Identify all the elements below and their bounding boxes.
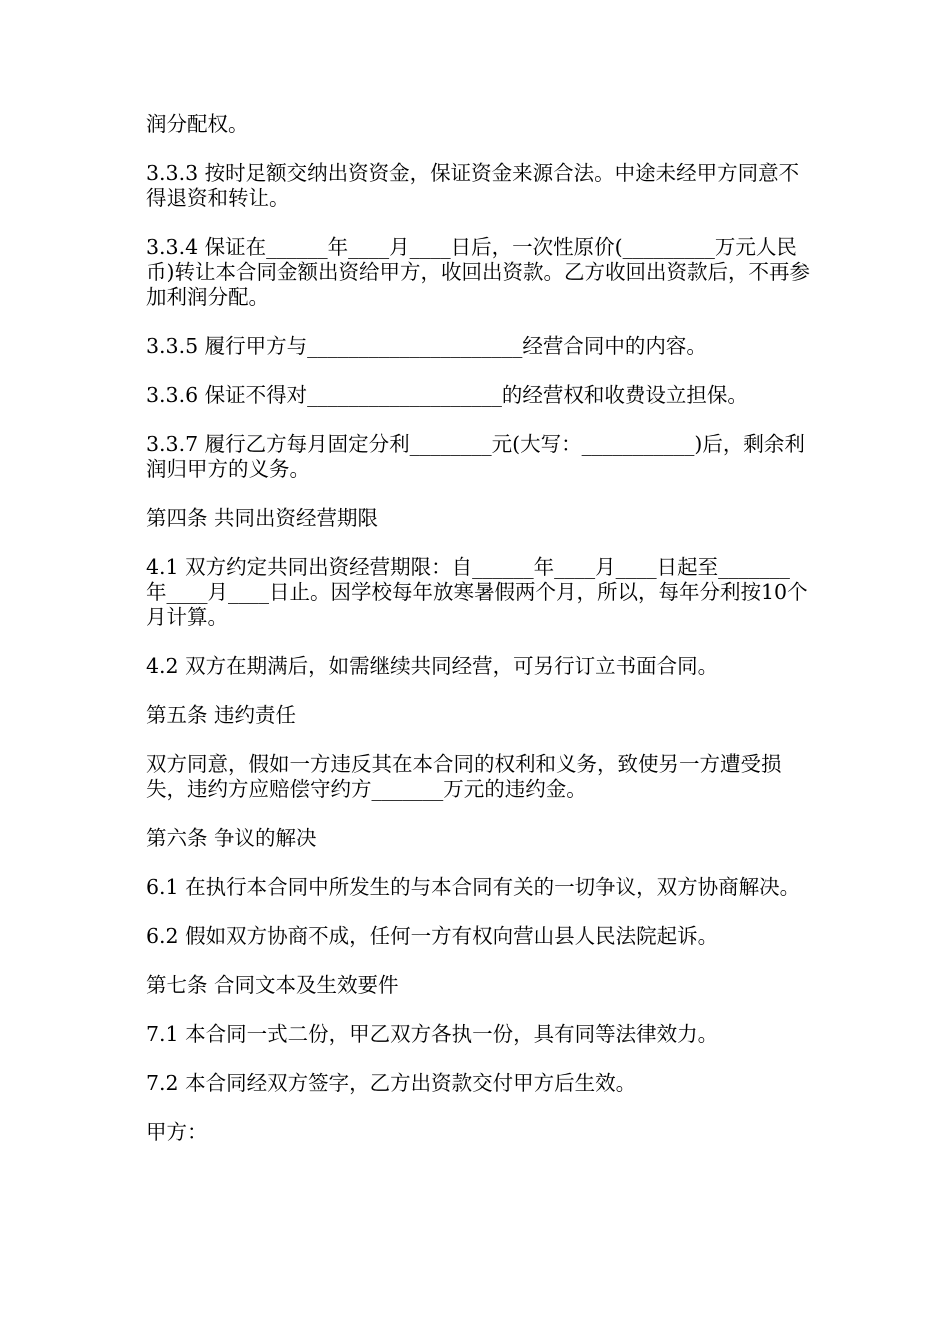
party-a-signature-label: 甲方： [146, 1120, 208, 1144]
clause-3-3-7: 3.3.7 履行乙方每月固定分利________元(大写：___________)后，剩余利润归甲方的义务。 [146, 432, 805, 481]
clause-3-3-4: 3.3.4 保证在______年____月____日后，一次性原价(_________万元人民币)转让本合同金额出资给甲方，收回出资款。乙方收回出资款后，不再参加利润分配。 [146, 235, 810, 309]
clause-4-2: 4.2 双方在期满后，如需继续共同经营，可另行订立书面合同。 [146, 654, 719, 678]
article-4-heading: 第四条 共同出资经营期限 [146, 506, 379, 530]
clause-6-1: 6.1 在执行本合同中所发生的与本合同有关的一切争议，双方协商解决。 [146, 875, 801, 899]
article-6-heading: 第六条 争议的解决 [146, 826, 317, 850]
document-page [146, 112, 810, 1169]
clause-3-3-3: 3.3.3 按时足额交纳出资资金，保证资金来源合法。中途未经甲方同意不得退资和转让。 [146, 161, 800, 210]
clause-continuation-profit-rights: 润分配权。 [146, 112, 249, 136]
clause-7-1: 7.1 本合同一式二份，甲乙双方各执一份，具有同等法律效力。 [146, 1022, 719, 1046]
clause-4-1: 4.1 双方约定共同出资经营期限：自______年____月____日起至_______年____月____日止。因学校每年放寒暑假两个月，所以，每年分利按10个月计算。 [146, 555, 808, 629]
article-5-body: 双方同意，假如一方违反其在本合同的权利和义务，致使另一方遭受损失，违约方应赔偿守约方_______万元的违约金。 [146, 752, 782, 801]
article-7-heading: 第七条 合同文本及生效要件 [146, 973, 399, 997]
article-5-heading: 第五条 违约责任 [146, 703, 297, 727]
clause-3-3-5: 3.3.5 履行甲方与_____________________经营合同中的内容。 [146, 334, 707, 358]
clause-7-2: 7.2 本合同经双方签字，乙方出资款交付甲方后生效。 [146, 1071, 637, 1095]
clause-3-3-6: 3.3.6 保证不得对___________________的经营权和收费设立担保。 [146, 383, 748, 407]
clause-6-2: 6.2 假如双方协商不成，任何一方有权向营山县人民法院起诉。 [146, 924, 719, 948]
